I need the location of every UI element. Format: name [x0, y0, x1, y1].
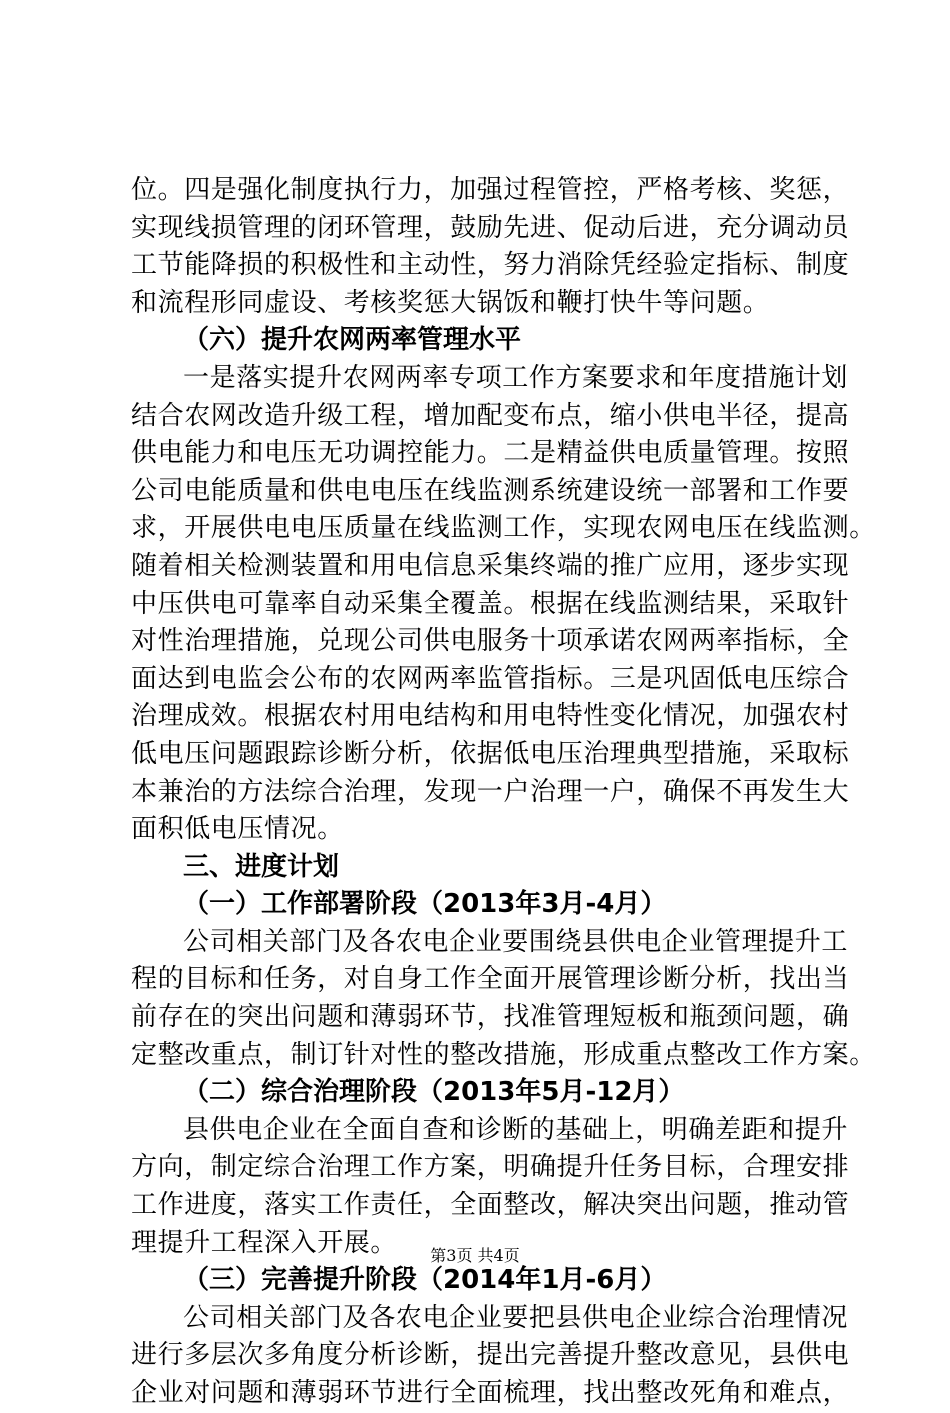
page-footer: 第3页 共4页 — [430, 1246, 520, 1265]
text-line: 实现线损管理的闭环管理，鼓励先进、促动后进，充分调动员 — [131, 212, 850, 243]
paragraph — [131, 172, 850, 322]
text-line: 工节能降损的积极性和主动性，努力消除凭经验定指标、制度 — [131, 250, 850, 281]
text-line: 公司相关部门及各农电企业要围绕县供电企业管理提升工 — [183, 926, 849, 957]
paragraph — [131, 1112, 850, 1262]
text-line: 求，开展供电电压质量在线监测工作，实现农网电压在线监测。 — [131, 513, 876, 544]
text-line: 方向，制定综合治理工作方案，明确提升任务目标，合理安排 — [131, 1152, 850, 1183]
text-line: 工作进度，落实工作责任，全面整改，解决突出问题，推动管 — [131, 1190, 850, 1221]
document-body — [131, 172, 876, 1413]
paragraph — [131, 1300, 850, 1413]
section-heading: （一）工作部署阶段（2013年3月-4月） — [183, 889, 667, 920]
text-line: 前存在的突出问题和薄弱环节，找准管理短板和瓶颈问题，确 — [131, 1002, 850, 1033]
text-line: 公司相关部门及各农电企业要把县供电企业综合治理情况 — [183, 1302, 849, 1333]
text-line: 供电能力和电压无功调控能力。二是精益供电质量管理。按照 — [131, 438, 850, 469]
text-line: 中压供电可靠率自动采集全覆盖。根据在线监测结果，采取针 — [131, 588, 850, 619]
text-line: 治理成效。根据农村用电结构和用电特性变化情况，加强农村 — [131, 701, 850, 732]
text-line: 企业对问题和薄弱环节进行全面梳理，找出整改死角和难点， — [131, 1378, 850, 1408]
text-line: 对性治理措施，兑现公司供电服务十项承诺农网两率指标，全 — [131, 626, 850, 657]
section-heading: （二）综合治理阶段（2013年5月-12月） — [183, 1077, 685, 1108]
text-line: 面积低电压情况。 — [131, 814, 344, 845]
text-line: 公司电能质量和供电电压在线监测系统建设统一部署和工作要 — [131, 475, 850, 506]
text-line: 位。四是强化制度执行力，加强过程管控，严格考核、奖惩， — [131, 175, 850, 205]
text-line: 县供电企业在全面自查和诊断的基础上，明确差距和提升 — [183, 1114, 849, 1145]
text-line: 进行多层次多角度分析诊断，提出完善提升整改意见，县供电 — [131, 1340, 850, 1371]
text-line: 低电压问题跟踪诊断分析，依据低电压治理典型措施，采取标 — [131, 738, 850, 769]
section-heading: （三）完善提升阶段（2014年1月-6月） — [183, 1265, 667, 1296]
text-line: 定整改重点，制订针对性的整改措施，形成重点整改工作方案。 — [131, 1039, 876, 1070]
text-line: 随着相关检测装置和用电信息采集终端的推广应用，逐步实现 — [131, 550, 850, 581]
paragraph — [131, 924, 876, 1074]
text-line: 一是落实提升农网两率专项工作方案要求和年度措施计划 — [183, 362, 849, 393]
text-line: 程的目标和任务，对自身工作全面开展管理诊断分析，找出当 — [131, 964, 850, 995]
text-line: 和流程形同虚设、考核奖惩大锅饭和鞭打快牛等问题。 — [131, 287, 770, 318]
chapter-heading: 三、进度计划 — [183, 851, 340, 882]
paragraph — [131, 360, 876, 849]
text-line: 本兼治的方法综合治理，发现一户治理一户，确保不再发生大 — [131, 776, 850, 807]
text-line: 结合农网改造升级工程，增加配变布点，缩小供电半径，提高 — [131, 400, 850, 431]
text-line: 面达到电监会公布的农网两率监管指标。三是巩固低电压综合 — [131, 663, 850, 694]
section-heading: （六）提升农网两率管理水平 — [183, 325, 522, 356]
text-line: 理提升工程深入开展。 — [131, 1227, 398, 1258]
